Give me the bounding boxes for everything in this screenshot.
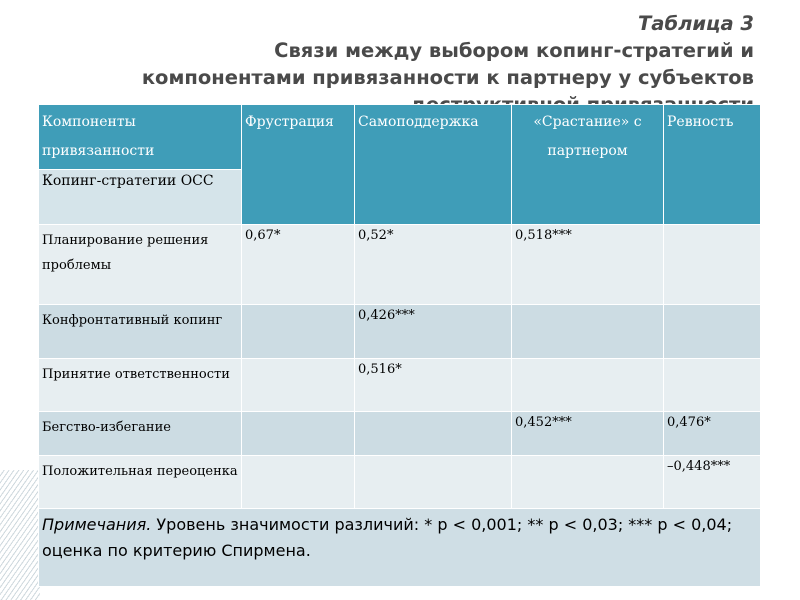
table-cell: 0,52* <box>355 225 512 305</box>
table-cell <box>242 412 355 456</box>
header-fusion: «Срастание» с партнером <box>512 105 664 225</box>
table-cell: 0,516* <box>355 359 512 412</box>
table-cell <box>242 305 355 359</box>
header-frustration: Фрустрация <box>242 105 355 225</box>
table-cell: 0,426*** <box>355 305 512 359</box>
table-number: Таблица 3 <box>638 12 754 35</box>
row-label: Бегство-избегание <box>39 412 242 456</box>
table-row <box>39 305 761 359</box>
table-row <box>39 456 761 509</box>
notes-cell <box>39 509 761 587</box>
table-row <box>39 225 761 305</box>
row-label: Конфронтативный копинг <box>39 305 242 359</box>
corner-decoration <box>0 470 40 600</box>
table-cell <box>355 412 512 456</box>
header-coping-strategies: Копинг-стратегии ОСС <box>39 170 242 225</box>
header-jealousy: Ревность <box>664 105 761 225</box>
table-caption: Связи между выбором копинг-стратегий и компонентами привязанности к партнеру у субъектов <box>141 39 754 89</box>
header-components: Компоненты привязанности <box>39 105 242 170</box>
table-cell <box>664 359 761 412</box>
table-cell <box>512 359 664 412</box>
correlation-table <box>38 104 761 587</box>
table-cell <box>664 225 761 305</box>
table-cell: 0,67* <box>242 225 355 305</box>
table-cell <box>664 305 761 359</box>
table-cell: 0,518*** <box>512 225 664 305</box>
table-cell: 0,452*** <box>512 412 664 456</box>
table-cell <box>242 359 355 412</box>
table-cell <box>355 456 512 509</box>
table-row <box>39 412 761 456</box>
row-label: Принятие ответственности <box>39 359 242 412</box>
table-row <box>39 359 761 412</box>
table-cell <box>512 305 664 359</box>
row-label: Планирование решения проблемы <box>39 225 242 305</box>
notes-text: Уровень значимости различий: * p < 0,001; ** p < 0,03; *** p < 0,04; оценка по критерию Спирмена. <box>42 515 733 560</box>
table-cell: 0,476* <box>664 412 761 456</box>
header-self-support: Самоподдержка <box>355 105 512 225</box>
row-label: Положительная переоценка <box>39 456 242 509</box>
notes-label: Примечания. <box>42 515 152 534</box>
table-cell <box>512 456 664 509</box>
notes-row <box>39 509 761 587</box>
table-cell: –0,448*** <box>664 456 761 509</box>
slide-title <box>34 10 754 118</box>
table-cell <box>242 456 355 509</box>
